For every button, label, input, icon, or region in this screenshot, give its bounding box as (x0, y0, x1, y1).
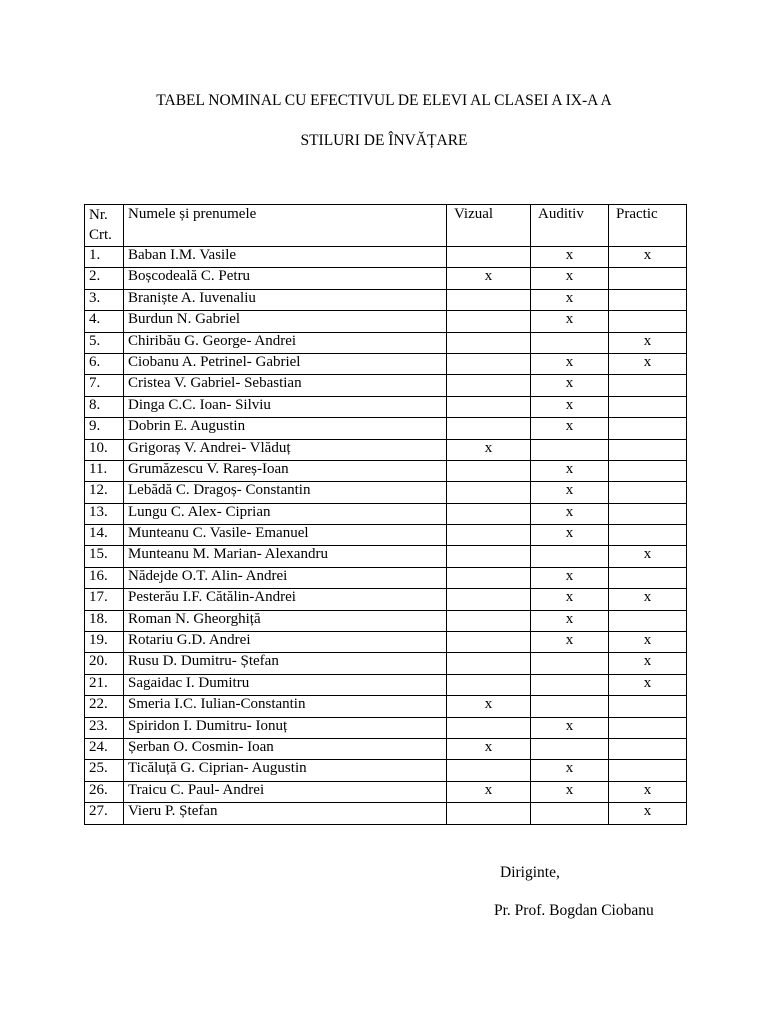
mark-vizual (447, 653, 531, 674)
mark-auditiv: x (531, 717, 609, 738)
mark-vizual (447, 525, 531, 546)
mark-vizual (447, 674, 531, 695)
student-name: Spiridon I. Dumitru- Ionuț (124, 717, 447, 738)
student-name: Cristea V. Gabriel- Sebastian (124, 375, 447, 396)
mark-practic (609, 396, 687, 417)
student-name: Rotariu G.D. Andrei (124, 632, 447, 653)
row-number: 12. (85, 482, 124, 503)
mark-auditiv: x (531, 525, 609, 546)
table-row (85, 525, 687, 546)
mark-vizual (447, 353, 531, 374)
row-number: 7. (85, 375, 124, 396)
mark-practic (609, 717, 687, 738)
mark-practic: x (609, 674, 687, 695)
row-number: 11. (85, 460, 124, 481)
mark-auditiv (531, 696, 609, 717)
row-number: 25. (85, 760, 124, 781)
mark-auditiv: x (531, 247, 609, 268)
student-name: Munteanu C. Vasile- Emanuel (124, 525, 447, 546)
header-auditiv: Auditiv (531, 205, 609, 247)
mark-vizual (447, 610, 531, 631)
mark-auditiv: x (531, 418, 609, 439)
table-row (85, 482, 687, 503)
row-number: 21. (85, 674, 124, 695)
row-number: 26. (85, 781, 124, 802)
header-name: Numele și prenumele (124, 205, 447, 247)
table-body (85, 247, 687, 825)
student-name: Boșcodeală C. Petru (124, 268, 447, 289)
mark-vizual (447, 289, 531, 310)
mark-auditiv (531, 546, 609, 567)
table-row (85, 503, 687, 524)
table-row (85, 289, 687, 310)
mark-vizual (447, 460, 531, 481)
mark-vizual: x (447, 439, 531, 460)
header-vizual: Vizual (447, 205, 531, 247)
student-table (84, 204, 687, 825)
table-row (85, 803, 687, 824)
mark-auditiv: x (531, 567, 609, 588)
row-number: 17. (85, 589, 124, 610)
student-name: Burdun N. Gabriel (124, 311, 447, 332)
mark-practic: x (609, 353, 687, 374)
mark-vizual: x (447, 781, 531, 802)
mark-auditiv: x (531, 589, 609, 610)
mark-auditiv: x (531, 375, 609, 396)
mark-vizual (447, 311, 531, 332)
mark-auditiv (531, 332, 609, 353)
student-name: Smeria I.C. Iulian-Constantin (124, 696, 447, 717)
table-row (85, 781, 687, 802)
table-row (85, 632, 687, 653)
mark-vizual (447, 332, 531, 353)
table-row (85, 674, 687, 695)
student-name: Șerban O. Cosmin- Ioan (124, 738, 447, 759)
mark-auditiv (531, 674, 609, 695)
row-number: 19. (85, 632, 124, 653)
mark-vizual (447, 503, 531, 524)
mark-vizual (447, 632, 531, 653)
table-row (85, 353, 687, 374)
row-number: 9. (85, 418, 124, 439)
header-nr-crt: Nr. Crt. (85, 205, 124, 247)
table-row (85, 653, 687, 674)
mark-practic: x (609, 589, 687, 610)
mark-vizual: x (447, 738, 531, 759)
mark-practic (609, 696, 687, 717)
mark-auditiv: x (531, 632, 609, 653)
row-number: 18. (85, 610, 124, 631)
mark-auditiv: x (531, 760, 609, 781)
row-number: 14. (85, 525, 124, 546)
row-number: 4. (85, 311, 124, 332)
row-number: 20. (85, 653, 124, 674)
mark-auditiv: x (531, 268, 609, 289)
mark-practic: x (609, 803, 687, 824)
table-row (85, 760, 687, 781)
row-number: 16. (85, 567, 124, 588)
mark-vizual (447, 803, 531, 824)
mark-auditiv (531, 803, 609, 824)
mark-auditiv (531, 738, 609, 759)
student-name: Ticăluță G. Ciprian- Augustin (124, 760, 447, 781)
table-header-row (85, 205, 687, 247)
mark-auditiv: x (531, 610, 609, 631)
table-row (85, 311, 687, 332)
student-name: Lebădă C. Dragoș- Constantin (124, 482, 447, 503)
mark-practic (609, 418, 687, 439)
mark-auditiv: x (531, 460, 609, 481)
mark-practic: x (609, 247, 687, 268)
mark-auditiv: x (531, 396, 609, 417)
table-row (85, 247, 687, 268)
student-name: Grigoraș V. Andrei- Vlăduț (124, 439, 447, 460)
row-number: 5. (85, 332, 124, 353)
document-subtitle: STILURI DE ÎNVĂȚARE (300, 132, 468, 149)
student-name: Baban I.M. Vasile (124, 247, 447, 268)
mark-practic (609, 289, 687, 310)
row-number: 27. (85, 803, 124, 824)
student-name: Braniște A. Iuvenaliu (124, 289, 447, 310)
row-number: 3. (85, 289, 124, 310)
table-row (85, 696, 687, 717)
mark-practic (609, 738, 687, 759)
mark-vizual (447, 418, 531, 439)
student-name: Pesterău I.F. Cătălin-Andrei (124, 589, 447, 610)
row-number: 13. (85, 503, 124, 524)
mark-vizual (447, 567, 531, 588)
row-number: 23. (85, 717, 124, 738)
student-name: Ciobanu A. Petrinel- Gabriel (124, 353, 447, 374)
mark-practic (609, 375, 687, 396)
mark-vizual (447, 482, 531, 503)
table-row (85, 439, 687, 460)
student-name: Chiribău G. George- Andrei (124, 332, 447, 353)
mark-auditiv: x (531, 289, 609, 310)
mark-practic (609, 482, 687, 503)
student-name: Sagaidac I. Dumitru (124, 674, 447, 695)
mark-practic: x (609, 653, 687, 674)
mark-practic: x (609, 632, 687, 653)
mark-vizual (447, 247, 531, 268)
mark-vizual (447, 760, 531, 781)
mark-vizual (447, 546, 531, 567)
mark-vizual: x (447, 268, 531, 289)
student-name: Vieru P. Ștefan (124, 803, 447, 824)
mark-practic (609, 525, 687, 546)
mark-practic (609, 567, 687, 588)
signature-role: Diriginte, (500, 864, 560, 881)
student-name: Grumăzescu V. Rareș-Ioan (124, 460, 447, 481)
row-number: 24. (85, 738, 124, 759)
header-practic: Practic (609, 205, 687, 247)
student-name: Dinga C.C. Ioan- Silviu (124, 396, 447, 417)
mark-vizual: x (447, 696, 531, 717)
table-row (85, 418, 687, 439)
mark-vizual (447, 375, 531, 396)
mark-vizual (447, 717, 531, 738)
row-number: 2. (85, 268, 124, 289)
mark-practic (609, 311, 687, 332)
table-row (85, 589, 687, 610)
row-number: 10. (85, 439, 124, 460)
student-name: Rusu D. Dumitru- Ștefan (124, 653, 447, 674)
mark-practic (609, 268, 687, 289)
student-name: Munteanu M. Marian- Alexandru (124, 546, 447, 567)
mark-practic: x (609, 781, 687, 802)
mark-auditiv (531, 439, 609, 460)
table-row (85, 610, 687, 631)
mark-auditiv: x (531, 482, 609, 503)
student-name: Dobrin E. Augustin (124, 418, 447, 439)
table-row (85, 460, 687, 481)
mark-auditiv: x (531, 503, 609, 524)
row-number: 15. (85, 546, 124, 567)
table-row (85, 717, 687, 738)
mark-auditiv: x (531, 311, 609, 332)
student-name: Roman N. Gheorghiță (124, 610, 447, 631)
mark-practic (609, 439, 687, 460)
table-row (85, 567, 687, 588)
row-number: 22. (85, 696, 124, 717)
mark-practic (609, 503, 687, 524)
table-row (85, 738, 687, 759)
table-row (85, 332, 687, 353)
mark-practic: x (609, 332, 687, 353)
mark-practic: x (609, 546, 687, 567)
student-name: Nădejde O.T. Alin- Andrei (124, 567, 447, 588)
mark-vizual (447, 589, 531, 610)
row-number: 6. (85, 353, 124, 374)
mark-practic (609, 610, 687, 631)
mark-auditiv: x (531, 781, 609, 802)
mark-practic (609, 760, 687, 781)
row-number: 8. (85, 396, 124, 417)
student-name: Traicu C. Paul- Andrei (124, 781, 447, 802)
student-name: Lungu C. Alex- Ciprian (124, 503, 447, 524)
mark-vizual (447, 396, 531, 417)
mark-auditiv (531, 653, 609, 674)
mark-auditiv: x (531, 353, 609, 374)
table-row (85, 375, 687, 396)
document-title: TABEL NOMINAL CU EFECTIVUL DE ELEVI AL CLASEI A IX-A A (156, 92, 612, 109)
table-row (85, 268, 687, 289)
row-number: 1. (85, 247, 124, 268)
table-row (85, 396, 687, 417)
mark-practic (609, 460, 687, 481)
signature-name: Pr. Prof. Bogdan Ciobanu (494, 902, 654, 919)
table-row (85, 546, 687, 567)
